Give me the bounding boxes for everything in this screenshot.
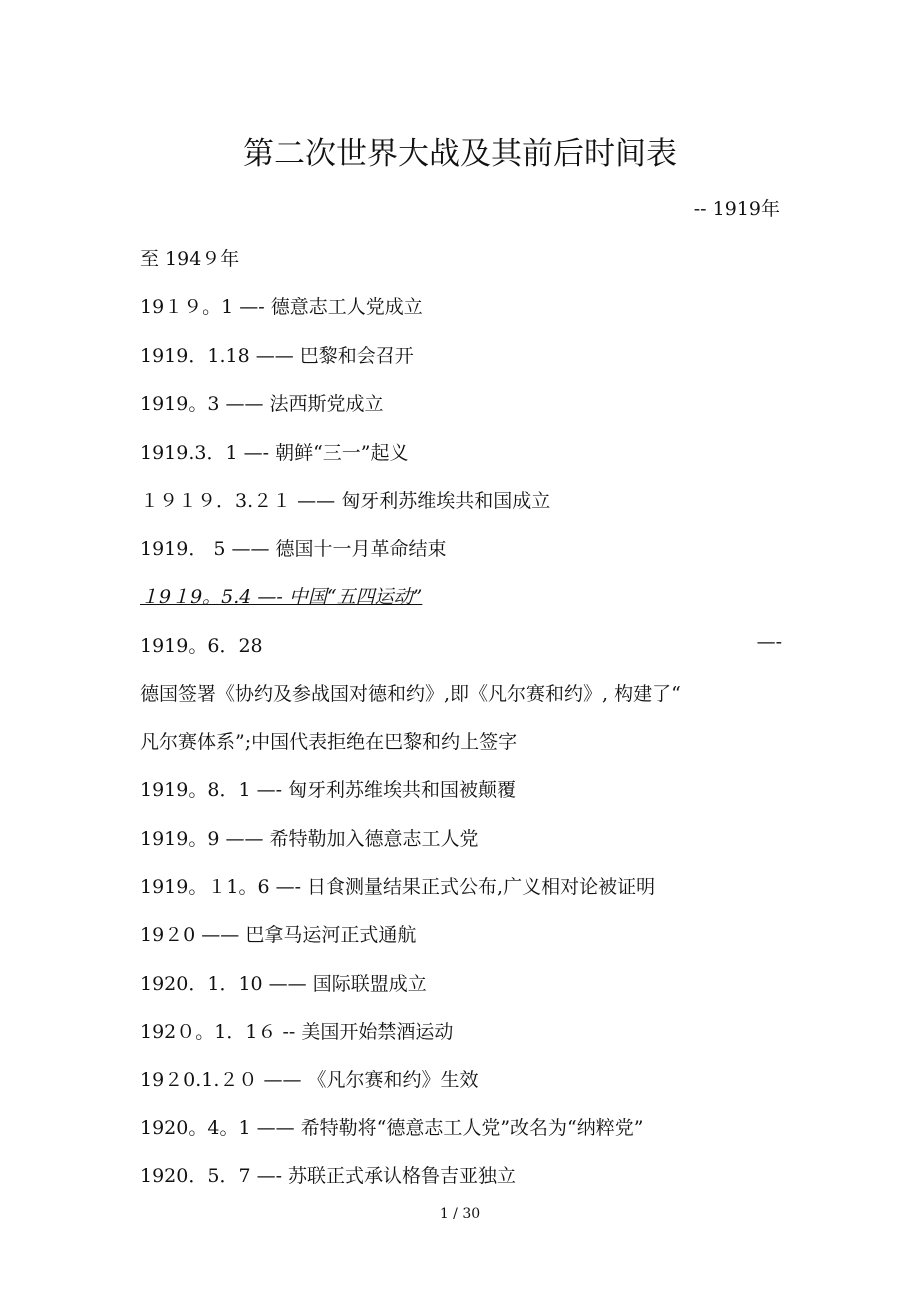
timeline-entry: 1919。8．1 —- 匈牙利苏维埃共和国被颠覆 (140, 779, 517, 801)
timeline-entry: 1919。6．28 (140, 635, 263, 657)
timeline-entry-continuation: 凡尔赛体系”;中国代表拒绝在巴黎和约上签字 (140, 731, 518, 753)
timeline-entry: 1920．1．10 —— 国际联盟成立 (140, 973, 427, 995)
timeline-entry: 1919。１1。6 —- 日食测量结果正式公布,广义相对论被证明 (140, 876, 656, 898)
timeline-entry: 1919.3．1 —- 朝鲜“三一”起义 (140, 442, 409, 464)
timeline-entry: 1919。9 —— 希特勒加入德意志工人党 (140, 828, 479, 850)
timeline-entry: 1920．5．7 —- 苏联正式承认格鲁吉亚独立 (140, 1165, 517, 1187)
range-start: -- 1919年 (693, 198, 780, 220)
timeline-entry: 1919． 5 —— 德国十一月革命结束 (140, 538, 447, 560)
timeline-entry: 192０。1．1６ -- 美国开始禁酒运动 (140, 1021, 454, 1043)
timeline-entry: 19２0 —— 巴拿马运河正式通航 (140, 924, 417, 946)
timeline-entry-continuation: 德国签署《协约及参战国对德和约》,即《凡尔赛和约》, 构建了“ (140, 683, 681, 705)
timeline-entry: １９１９．3.２１ —— 匈牙利苏维埃共和国成立 (140, 490, 551, 512)
range-end: 至 194９年 (140, 248, 240, 270)
timeline-entry: 19２0.1.２０ —— 《凡尔赛和约》生效 (140, 1069, 479, 1091)
page-number: 1 / 30 (439, 1206, 481, 1222)
timeline-entry: 1920。4。1 —— 希特勒将“德意志工人党”改名为“纳粹党” (140, 1117, 644, 1139)
timeline-entry-highlighted: １9１9。5.4 —- 中国“五四运动” (140, 586, 423, 608)
page-title: 第二次世界大战及其前后时间表 (243, 136, 677, 172)
timeline-entry: 1919。3 —— 法西斯党成立 (140, 393, 384, 415)
timeline-entry: 19１９。1 —- 德意志工人党成立 (140, 296, 423, 318)
timeline-entry: 1919．1.18 —— 巴黎和会召开 (140, 345, 414, 367)
entry-dash: —- (756, 631, 782, 653)
